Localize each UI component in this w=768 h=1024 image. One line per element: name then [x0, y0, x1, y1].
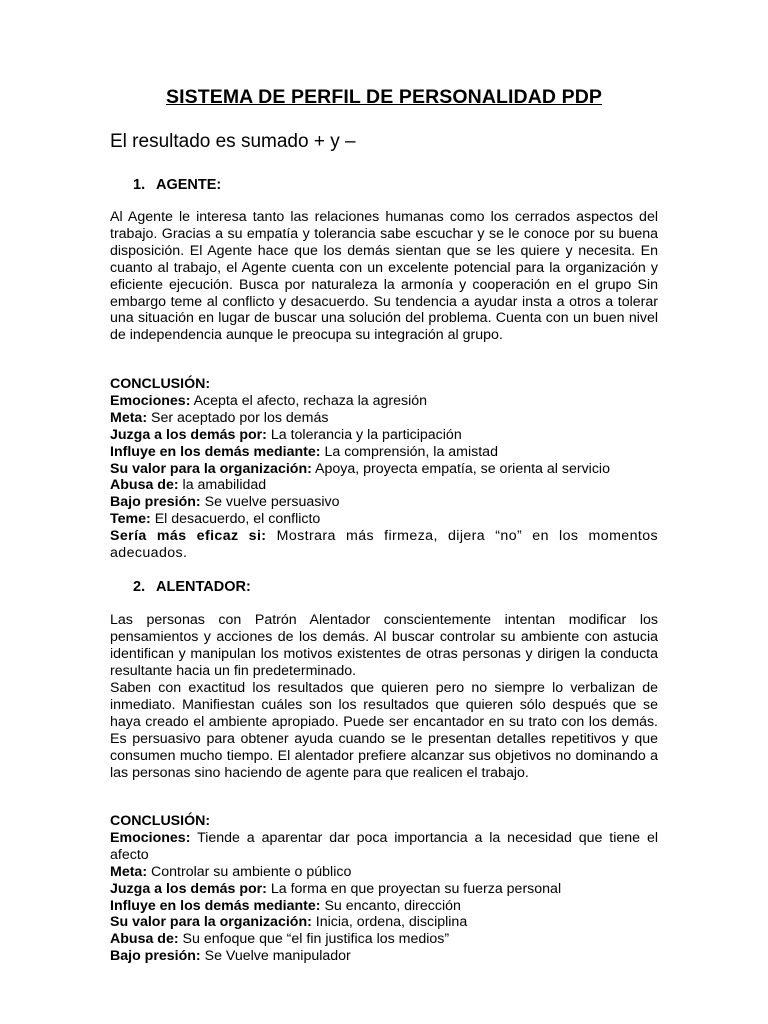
- section-title: AGENTE:: [156, 177, 222, 193]
- section-title: ALENTADOR:: [156, 579, 251, 595]
- document-subtitle: El resultado es sumado + y –: [110, 131, 356, 152]
- conclusion-heading: CONCLUSIÓN:: [110, 813, 211, 829]
- conclusion-row: Bajo presión: Se vuelve persuasivo: [110, 494, 340, 511]
- document-title: SISTEMA DE PERFIL DE PERSONALIDAD PDP: [165, 86, 602, 108]
- conclusion-row: Meta: Ser aceptado por los demás: [110, 409, 329, 426]
- conclusion-row: Juzga a los demás por: La tolerancia y la participación: [110, 426, 462, 443]
- conclusion-heading: CONCLUSIÓN:: [110, 376, 211, 392]
- section-number: 1.: [133, 177, 146, 193]
- section-paragraph: Al Agente le interesa tanto las relaciones humanas como los cerrados aspectos del trabajo. Gracias a su empatía y tolerancia sabe escuchar y se le conoce por su buena disposición. El Agente hace que los demás sientan que se les quiere y necesita. En cuanto al trabajo, el Agente cuenta con un excelente potencial para la organización y eficiente ejecución. Busca por naturaleza la armonía y cooperación en el grupo Sin embargo teme al conflicto y desacuerdo. Su tendencia a ayudar insta a otros a tolerar una situación en lugar de buscar una solución del problema. Cuenta con un buen nivel de independencia aunque le preocupa su integración al grupo.: [110, 209, 658, 344]
- conclusion-row: Su valor para la organización: Apoya, proyecta empatía, se orienta al servicio: [110, 460, 610, 477]
- conclusion-row: Sería más eficaz si: Mostrara más firmeza, dijera “no” en los momentos adecuados.: [110, 528, 658, 562]
- conclusion-row: Emociones: Tiende a aparentar dar poca importancia a la necesidad que tiene el afecto: [110, 829, 658, 863]
- conclusion-row: Juzga a los demás por: La forma en que proyectan su fuerza personal: [110, 880, 562, 897]
- conclusion-row: Meta: Controlar su ambiente o público: [110, 863, 352, 880]
- conclusion-row: Abusa de: la amabilidad: [110, 477, 267, 494]
- conclusion-row: Bajo presión: Se Vuelve manipulador: [110, 948, 351, 965]
- section-heading-alentador: [133, 579, 251, 595]
- conclusion-row: Teme: El desacuerdo, el conflicto: [110, 511, 321, 528]
- conclusion-row: Influye en los demás mediante: La comprensión, la amistad: [110, 443, 498, 460]
- conclusion-block-agente: [110, 376, 658, 562]
- conclusion-row: Emociones: Acepta el afecto, rechaza la agresión: [110, 392, 428, 409]
- conclusion-block-alentador: [110, 813, 658, 965]
- conclusion-row: Influye en los demás mediante: Su encanto, dirección: [110, 897, 461, 914]
- conclusion-row: Abusa de: Su enfoque que “el fin justifica los medios”: [110, 931, 450, 948]
- section-heading-agente: [133, 177, 221, 193]
- section-paragraph: Saben con exactitud los resultados que quieren pero no siempre lo verbalizan de inmediato. Manifiestan cuáles son los resultados que quieren sólo después que se haya creado el ambiente apropiado. Puede ser encantador en su trato con los demás. Es persuasivo para obtener ayuda cuando se le presentan detalles repetitivos y que consumen mucho tiempo. El alentador prefiere alcanzar sus objetivos no dominando a las personas sino haciendo de agente para que realicen el trabajo.: [110, 680, 658, 781]
- section-paragraph: Las personas con Patrón Alentador conscientemente intentan modificar los pensamientos y acciones de los demás. Al buscar controlar su ambiente con astucia identifican y manipulan los motivos existentes de otras personas y dirigen la conducta resultante hacia un fin predeterminado.: [110, 612, 658, 679]
- section-number: 2.: [133, 579, 146, 595]
- conclusion-row: Su valor para la organización: Inicia, ordena, disciplina: [110, 914, 468, 931]
